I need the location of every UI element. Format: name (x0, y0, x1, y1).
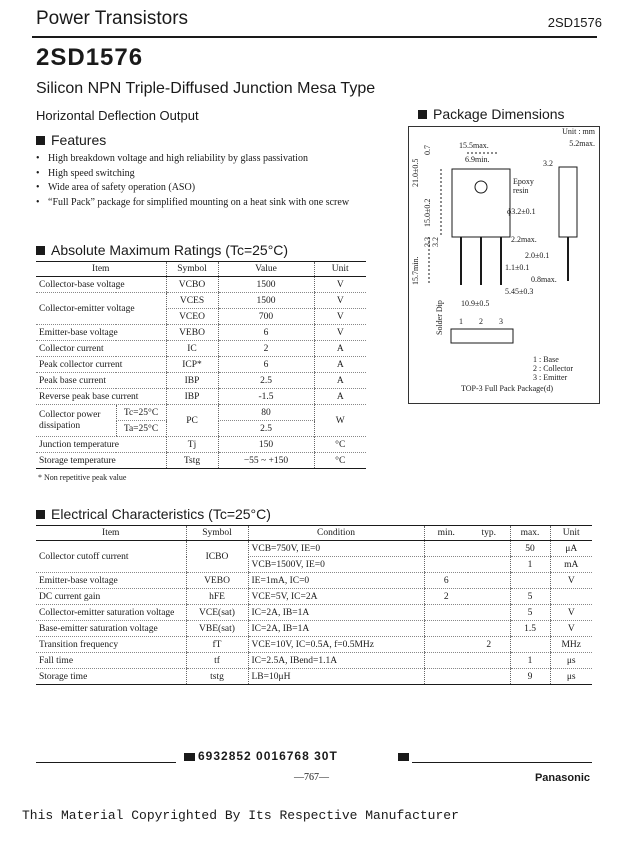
dim-label: Solder Dip (435, 300, 444, 335)
cell-value: 1500 (218, 293, 314, 309)
cell-typ (468, 669, 510, 685)
cell-unit: V (550, 621, 592, 637)
col-value: Value (218, 262, 314, 277)
footer-barcode-text: 6932852 0016768 30T (198, 749, 338, 763)
package-heading-text: Package Dimensions (433, 106, 565, 122)
cell-unit: V (314, 309, 366, 325)
package-name: TOP-3 Full Pack Package(d) (461, 384, 554, 393)
footer-rule-left (36, 762, 176, 763)
dim-label: 3.2 (431, 237, 440, 247)
col-symbol: Symbol (186, 526, 248, 541)
pin-legend (533, 355, 573, 382)
cell-symbol: Tj (166, 437, 218, 453)
col-unit: Unit (550, 526, 592, 541)
table-row (36, 541, 592, 557)
cell-symbol: tf (186, 653, 248, 669)
pin-legend-item: 1 : Base (533, 355, 559, 364)
cell-value: 6 (218, 325, 314, 341)
dim-label: 5.2max. (569, 139, 595, 148)
cell-typ (468, 621, 510, 637)
cell-symbol: VEBO (166, 325, 218, 341)
cell-symbol: IC (166, 341, 218, 357)
cell-symbol: tstg (186, 669, 248, 685)
table-header-row (36, 526, 592, 541)
table-row (36, 589, 592, 605)
pin-legend-item: 3 : Emitter (533, 373, 568, 382)
cell-unit: V (314, 325, 366, 341)
brand-name: Panasonic (534, 772, 590, 784)
abs-max-table (36, 261, 366, 469)
cell-value: 80 (218, 405, 314, 421)
cell-min (424, 669, 468, 685)
cell-typ: 2 (468, 637, 510, 653)
cell-unit (550, 589, 592, 605)
cell-value: 700 (218, 309, 314, 325)
pin-footprint (451, 329, 513, 343)
cell-max: 1 (510, 557, 550, 573)
cell-condition: IC=2A, IB=1A (248, 621, 424, 637)
cell-value: -1.5 (218, 389, 314, 405)
cell-item: Junction temperature (36, 437, 166, 453)
cell-max: 50 (510, 541, 550, 557)
cell-condition: Tc=25°C (116, 405, 166, 421)
cell-unit: μA (550, 541, 592, 557)
cell-item: Reverse peak base current (36, 389, 166, 405)
footnote: * Non repetitive peak value (38, 473, 127, 482)
table-row (36, 405, 366, 421)
cell-item: Emitter-base voltage (36, 325, 166, 341)
mount-hole (475, 181, 487, 193)
cell-item: Peak base current (36, 373, 166, 389)
cell-condition: IC=2A, IB=1A (248, 605, 424, 621)
cell-max: 5 (510, 589, 550, 605)
header-rule (32, 36, 597, 38)
package-body-front (452, 169, 510, 237)
cell-typ (468, 573, 510, 589)
cell-item: Collector-emitter voltage (36, 293, 166, 325)
cell-unit: W (314, 405, 366, 437)
cell-min: 2 (424, 589, 468, 605)
pin-number: 3 (499, 317, 503, 326)
features-heading (36, 132, 106, 148)
footer-block-icon (398, 753, 409, 761)
elec-heading-text: Electrical Characteristics (Tc=25°C) (51, 506, 271, 522)
cell-max (510, 573, 550, 589)
cell-min (424, 637, 468, 653)
cell-item: Storage temperature (36, 453, 166, 469)
cell-unit: V (550, 573, 592, 589)
cell-symbol: VCEO (166, 309, 218, 325)
cell-unit: A (314, 357, 366, 373)
package-drawing-frame (408, 126, 600, 404)
dim-label: 0.7 (423, 145, 432, 155)
square-bullet-icon (36, 136, 45, 145)
cell-unit: V (550, 605, 592, 621)
cell-unit: A (314, 389, 366, 405)
cell-min (424, 557, 468, 573)
cell-unit: A (314, 341, 366, 357)
cell-value: 6 (218, 357, 314, 373)
cell-item: Peak collector current (36, 357, 166, 373)
table-row (36, 653, 592, 669)
page-number: —767— (294, 772, 329, 783)
cell-condition: VCB=1500V, IE=0 (248, 557, 424, 573)
cell-typ (468, 557, 510, 573)
square-bullet-icon (36, 246, 45, 255)
table-row (36, 637, 592, 653)
header-title: Power Transistors (36, 8, 189, 29)
abs-max-heading-text: Absolute Maximum Ratings (Tc=25°C) (51, 242, 289, 258)
package-unit: Unit : mm (562, 127, 595, 136)
footer-block-icon (184, 753, 195, 761)
table-row (36, 573, 592, 589)
elec-table (36, 525, 592, 685)
device-subtitle: Silicon NPN Triple-Diffused Junction Mesa Type (36, 80, 376, 97)
cell-symbol: Tstg (166, 453, 218, 469)
pin-leads (461, 237, 501, 285)
cell-condition: Ta=25°C (116, 421, 166, 437)
col-condition: Condition (248, 526, 424, 541)
cell-unit: °C (314, 453, 366, 469)
cell-item: Collector current (36, 341, 166, 357)
cell-unit: μs (550, 669, 592, 685)
dim-label: 5.45±0.3 (505, 287, 534, 296)
dim-label: Epoxy resin (513, 177, 534, 195)
cell-max: 1 (510, 653, 550, 669)
table-row (36, 621, 592, 637)
dim-label: 15.5max. (459, 141, 489, 150)
cell-typ (468, 605, 510, 621)
dim-label: 6.9min. (465, 155, 490, 164)
dim-label: 15.7min. (411, 256, 420, 285)
elec-heading (36, 506, 271, 522)
table-row (36, 341, 366, 357)
cell-condition: LB=10μH (248, 669, 424, 685)
cell-symbol: PC (166, 405, 218, 437)
cell-unit: μs (550, 653, 592, 669)
pin-legend-item: 2 : Collector (533, 364, 573, 373)
col-typ: typ. (468, 526, 510, 541)
cell-condition: VCB=750V, IE=0 (248, 541, 424, 557)
table-row (36, 325, 366, 341)
pin-number: 1 (459, 317, 463, 326)
pin-number: 2 (479, 317, 483, 326)
cell-max (510, 637, 550, 653)
cell-item: Fall time (36, 653, 186, 669)
cell-symbol: fT (186, 637, 248, 653)
header-part-code: 2SD1576 (547, 15, 602, 30)
cell-typ (468, 541, 510, 557)
dim-label: 0.8max. (531, 275, 557, 284)
cell-item: Emitter-base voltage (36, 573, 186, 589)
cell-value: −55 ~ +150 (218, 453, 314, 469)
application: Horizontal Deflection Output (36, 108, 199, 123)
cell-value: 2.5 (218, 421, 314, 437)
cell-value: 1500 (218, 277, 314, 293)
cell-symbol: VCES (166, 293, 218, 309)
copyright-notice: This Material Copyrighted By Its Respective Manufacturer (22, 808, 459, 823)
cell-symbol: VCBO (166, 277, 218, 293)
square-bullet-icon (418, 110, 427, 119)
col-unit: Unit (314, 262, 366, 277)
dim-label: ϕ3.2±0.1 (507, 207, 536, 216)
cell-unit: A (314, 373, 366, 389)
cell-item: DC current gain (36, 589, 186, 605)
col-max: max. (510, 526, 550, 541)
cell-item: Collector-emitter saturation voltage (36, 605, 186, 621)
cell-unit: MHz (550, 637, 592, 653)
dim-label: 3.3 (423, 237, 432, 247)
cell-symbol: hFE (186, 589, 248, 605)
cell-item: Storage time (36, 669, 186, 685)
dim-label: 15.0±0.2 (423, 198, 432, 227)
cell-typ (468, 653, 510, 669)
feature-item: • “Full Pack” package for simplified mounting on a heat sink with one screw (36, 196, 396, 211)
cell-min (424, 605, 468, 621)
dim-label: 21.0±0.5 (411, 158, 420, 187)
package-heading (418, 106, 565, 122)
dim-label: 10.9±0.5 (461, 299, 490, 308)
cell-symbol: ICP* (166, 357, 218, 373)
cell-value: 2 (218, 341, 314, 357)
cell-item: Collector-base voltage (36, 277, 166, 293)
cell-max: 9 (510, 669, 550, 685)
package-body-side (559, 167, 577, 237)
table-header-row (36, 262, 366, 277)
cell-item: Collector cutoff current (36, 541, 186, 573)
col-item: Item (36, 262, 166, 277)
table-row (36, 277, 366, 293)
cell-value: 2.5 (218, 373, 314, 389)
cell-symbol: IBP (166, 373, 218, 389)
cell-unit: °C (314, 437, 366, 453)
cell-min (424, 541, 468, 557)
cell-unit: mA (550, 557, 592, 573)
features-heading-text: Features (51, 132, 107, 148)
cell-condition: VCE=5V, IC=2A (248, 589, 424, 605)
cell-symbol: VCE(sat) (186, 605, 248, 621)
square-bullet-icon (36, 510, 45, 519)
table-row (36, 605, 592, 621)
features-list (36, 152, 396, 210)
footer-rule-right (412, 762, 592, 763)
cell-symbol: VEBO (186, 573, 248, 589)
cell-item: Collector power dissipation (36, 405, 116, 437)
cell-min (424, 621, 468, 637)
cell-typ (468, 589, 510, 605)
part-number: 2SD1576 (36, 44, 144, 71)
table-row (36, 437, 366, 453)
table-row (36, 389, 366, 405)
cell-item: Base-emitter saturation voltage (36, 621, 186, 637)
feature-item: • High speed switching (36, 167, 396, 182)
dim-label: 3.2 (543, 159, 553, 168)
cell-value: 150 (218, 437, 314, 453)
cell-symbol: IBP (166, 389, 218, 405)
cell-symbol: ICBO (186, 541, 248, 573)
feature-item: • Wide area of safety operation (ASO) (36, 181, 396, 196)
cell-max: 5 (510, 605, 550, 621)
cell-max: 1.5 (510, 621, 550, 637)
cell-condition: IC=2.5A, IBend=1.1A (248, 653, 424, 669)
cell-unit: V (314, 277, 366, 293)
dim-label: 2.2max. (511, 235, 537, 244)
cell-min (424, 653, 468, 669)
table-row (36, 293, 366, 309)
col-item: Item (36, 526, 186, 541)
feature-item: • High breakdown voltage and high reliability by glass passivation (36, 152, 396, 167)
col-symbol: Symbol (166, 262, 218, 277)
cell-condition: VCE=10V, IC=0.5A, f=0.5MHz (248, 637, 424, 653)
cell-condition: IE=1mA, IC=0 (248, 573, 424, 589)
table-row (36, 453, 366, 469)
cell-item: Transition frequency (36, 637, 186, 653)
cell-symbol: VBE(sat) (186, 621, 248, 637)
table-row (36, 357, 366, 373)
table-row (36, 373, 366, 389)
dim-label: 2.0±0.1 (525, 251, 550, 260)
dim-label: 1.1±0.1 (505, 263, 530, 272)
table-row (36, 669, 592, 685)
cell-unit: V (314, 293, 366, 309)
col-min: min. (424, 526, 468, 541)
abs-max-heading (36, 242, 288, 258)
cell-min: 6 (424, 573, 468, 589)
